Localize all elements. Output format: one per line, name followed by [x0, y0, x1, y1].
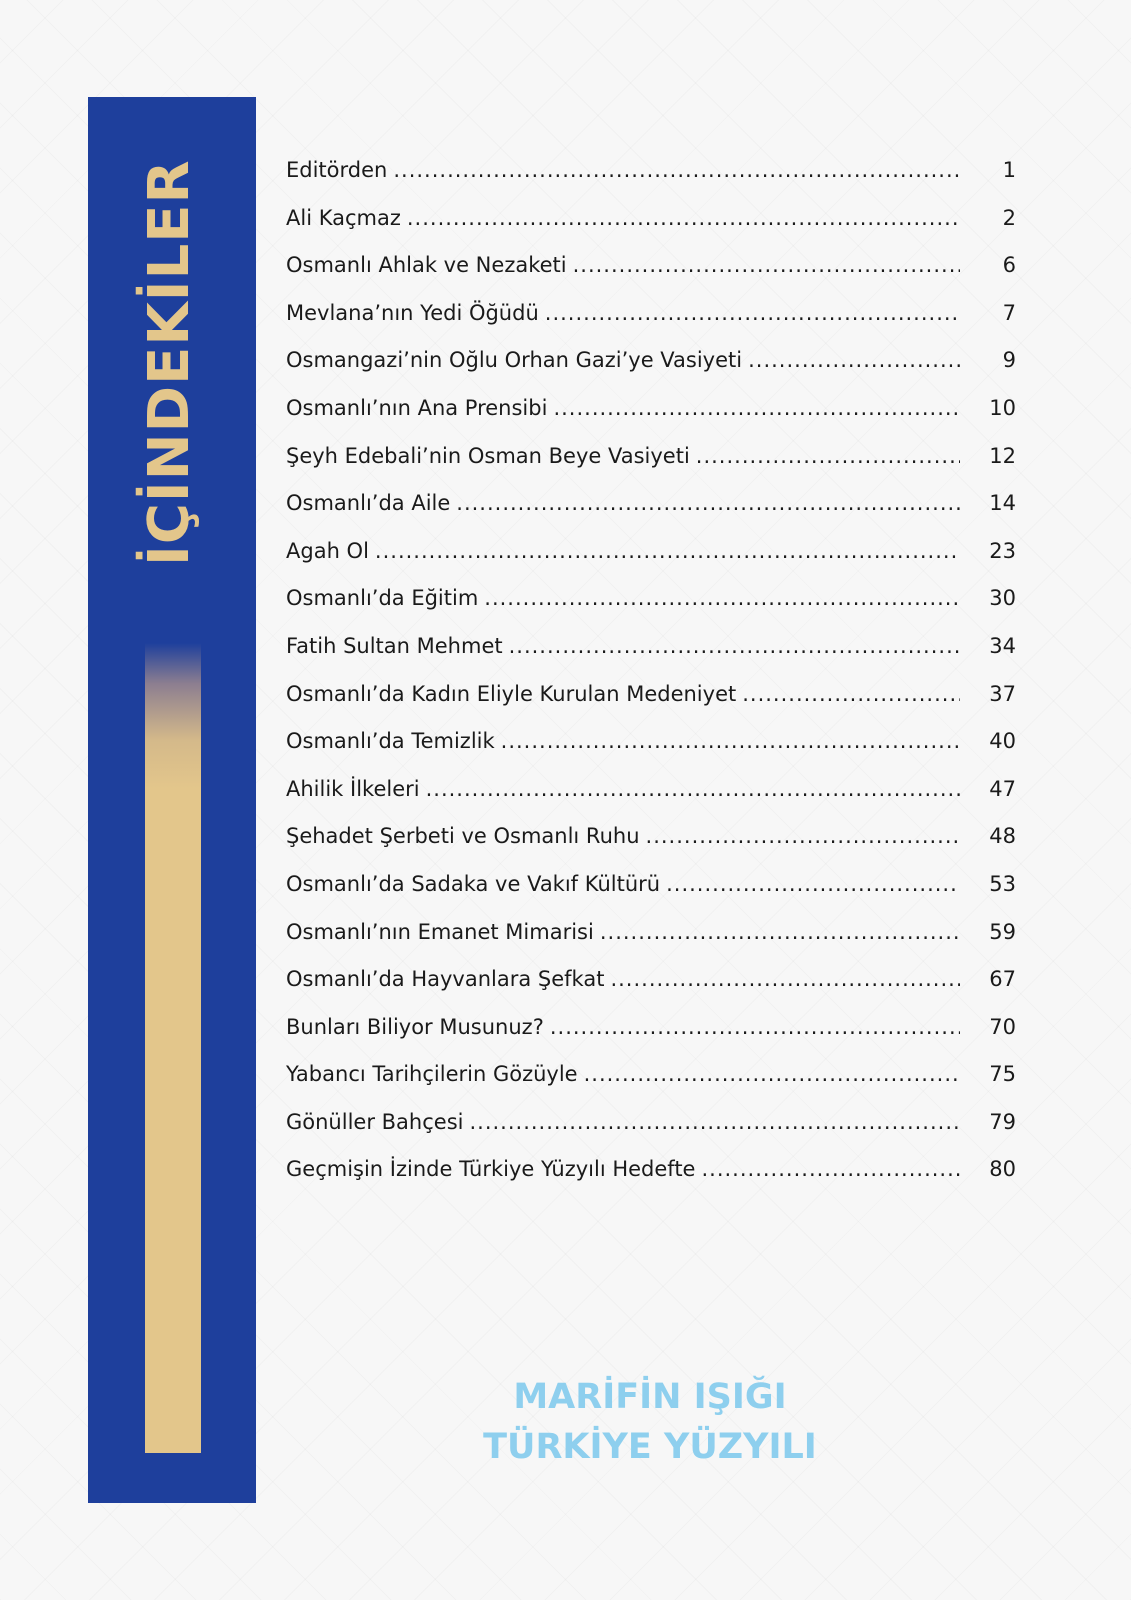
toc-dot-leader [742, 682, 960, 706]
toc-entry[interactable] [286, 1062, 1016, 1110]
toc-dot-leader [426, 777, 960, 801]
toc-entry[interactable] [286, 396, 1016, 444]
toc-entry-page-number: 70 [989, 1014, 1016, 1039]
toc-entry[interactable] [286, 1015, 1016, 1063]
gold-accent-bar [145, 643, 201, 1453]
toc-entry-title: Osmangazi’nin Oğlu Orhan Gazi’ye Vasiyeti [286, 348, 743, 373]
toc-entry[interactable] [286, 920, 1016, 968]
toc-dot-leader [696, 444, 960, 468]
tagline [440, 1372, 860, 1472]
toc-entry-page-number: 37 [989, 681, 1016, 706]
toc-entry[interactable] [286, 158, 1016, 206]
toc-entry-page-number: 34 [989, 633, 1016, 658]
toc-entry[interactable] [286, 729, 1016, 777]
toc-entry-page-number: 2 [1002, 205, 1016, 230]
toc-entry-page-number: 40 [989, 729, 1016, 754]
table-of-contents [286, 158, 1016, 1205]
toc-dot-leader [545, 301, 960, 325]
toc-entry-title: Şehadet Şerbeti ve Osmanlı Ruhu [286, 824, 640, 849]
toc-entry[interactable] [286, 253, 1016, 301]
toc-entry-title: Osmanlı’nın Ana Prensibi [286, 395, 548, 420]
toc-entry[interactable] [286, 491, 1016, 539]
toc-dot-leader [501, 729, 960, 753]
toc-dot-leader [748, 348, 960, 372]
toc-dot-leader [375, 539, 960, 563]
toc-entry-title: Osmanlı’da Aile [286, 491, 451, 516]
toc-dot-leader [573, 253, 960, 277]
toc-entry[interactable] [286, 967, 1016, 1015]
toc-dot-leader [509, 634, 960, 658]
toc-entry-page-number: 14 [989, 491, 1016, 516]
toc-entry-page-number: 6 [1002, 253, 1016, 278]
toc-entry[interactable] [286, 777, 1016, 825]
toc-entry-page-number: 67 [989, 967, 1016, 992]
toc-entry[interactable] [286, 301, 1016, 349]
toc-dot-leader [701, 1157, 960, 1181]
toc-dot-leader [553, 396, 960, 420]
toc-entry[interactable] [286, 1157, 1016, 1205]
toc-entry-title: Geçmişin İzinde Türkiye Yüzyılı Hedefte [286, 1157, 696, 1182]
toc-entry-title: Şeyh Edebali’nin Osman Beye Vasiyeti [286, 443, 690, 468]
toc-entry-title: Bunları Biliyor Musunuz? [286, 1014, 544, 1039]
toc-entry-title: Ali Kaçmaz [286, 205, 401, 230]
toc-entry-page-number: 48 [989, 824, 1016, 849]
toc-entry-title: Gönüller Bahçesi [286, 1109, 464, 1134]
toc-entry-title: Osmanlı Ahlak ve Nezaketi [286, 253, 567, 278]
toc-entry[interactable] [286, 872, 1016, 920]
toc-dot-leader [484, 586, 960, 610]
toc-dot-leader [584, 1062, 960, 1086]
toc-dot-leader [407, 206, 960, 230]
toc-entry-page-number: 10 [989, 395, 1016, 420]
toc-dot-leader [550, 1015, 960, 1039]
toc-entry-page-number: 30 [989, 586, 1016, 611]
toc-entry[interactable] [286, 824, 1016, 872]
toc-entry-page-number: 53 [989, 871, 1016, 896]
toc-dot-leader [393, 158, 960, 182]
toc-entry[interactable] [286, 682, 1016, 730]
toc-entry-title: Osmanlı’da Temizlik [286, 729, 495, 754]
toc-dot-leader [456, 491, 960, 515]
toc-dot-leader [469, 1110, 960, 1134]
toc-entry-title: Editörden [286, 158, 388, 182]
toc-entry-page-number: 75 [989, 1062, 1016, 1087]
toc-entry-page-number: 1 [1002, 158, 1016, 182]
toc-entry[interactable] [286, 444, 1016, 492]
toc-entry-title: Mevlana’nın Yedi Öğüdü [286, 300, 539, 325]
toc-dot-leader [600, 920, 960, 944]
toc-entry-title: Osmanlı’da Kadın Eliyle Kurulan Medeniyet [286, 681, 737, 706]
toc-entry-title: Fatih Sultan Mehmet [286, 633, 503, 658]
toc-dot-leader [610, 967, 960, 991]
toc-entry-page-number: 9 [1002, 348, 1016, 373]
toc-dot-leader [646, 824, 960, 848]
tagline-line-1: MARİFİN IŞIĞI [513, 1377, 787, 1417]
toc-entry[interactable] [286, 634, 1016, 682]
toc-entry-title: Osmanlı’da Hayvanlara Şefkat [286, 967, 605, 992]
toc-entry-page-number: 59 [989, 919, 1016, 944]
toc-entry-page-number: 80 [989, 1157, 1016, 1182]
toc-entry-page-number: 23 [989, 538, 1016, 563]
toc-entry[interactable] [286, 539, 1016, 587]
toc-entry-title: Osmanlı’da Sadaka ve Vakıf Kültürü [286, 871, 661, 896]
toc-dot-leader [666, 872, 960, 896]
tagline-line-2: TÜRKİYE YÜZYILI [483, 1427, 817, 1467]
toc-entry-title: Yabancı Tarihçilerin Gözüyle [286, 1062, 578, 1087]
toc-entry-page-number: 12 [989, 443, 1016, 468]
toc-entry-page-number: 79 [989, 1109, 1016, 1134]
toc-entry-page-number: 47 [989, 776, 1016, 801]
toc-entry[interactable] [286, 348, 1016, 396]
toc-entry-title: Osmanlı’da Eğitim [286, 586, 479, 611]
toc-entry[interactable] [286, 206, 1016, 254]
toc-entry[interactable] [286, 586, 1016, 634]
contents-heading-text: İÇİNDEKİLER [137, 159, 202, 566]
toc-entry-title: Agah Ol [286, 538, 369, 563]
toc-entry[interactable] [286, 1110, 1016, 1158]
toc-entry-title: Ahilik İlkeleri [286, 776, 420, 801]
toc-entry-page-number: 7 [1002, 300, 1016, 325]
toc-entry-title: Osmanlı’nın Emanet Mimarisi [286, 919, 594, 944]
